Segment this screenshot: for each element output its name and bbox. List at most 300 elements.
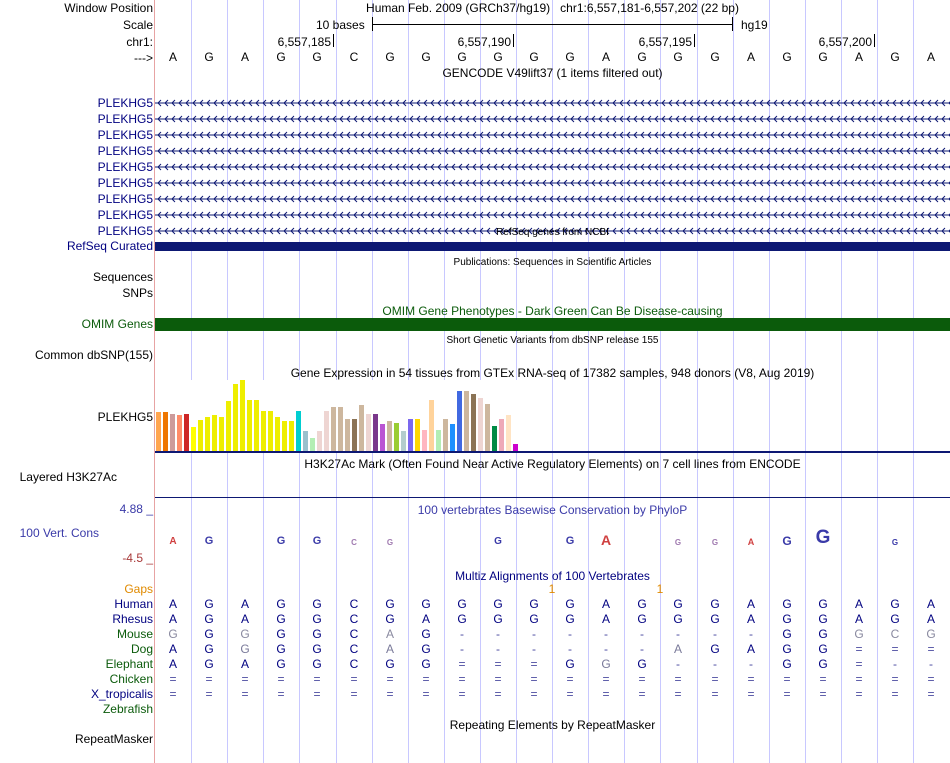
aligned-base: G — [710, 597, 720, 611]
gtex-tissue-bar[interactable] — [324, 411, 329, 451]
aligned-base: = — [277, 672, 285, 686]
aligned-base: = — [891, 687, 899, 701]
scale-text: 10 bases — [316, 18, 365, 32]
aligned-base: A — [240, 657, 249, 671]
aligned-base: G — [782, 627, 792, 641]
phylop-base-glyph[interactable]: A — [600, 532, 612, 548]
aligned-base: A — [601, 612, 610, 626]
aligned-base: = — [494, 687, 502, 701]
aligned-base: C — [349, 597, 359, 611]
position-header — [155, 1, 950, 15]
aligned-base: = — [674, 687, 682, 701]
dbsnp-title: Short Genetic Variants from dbSNP release 155 — [446, 335, 659, 346]
aligned-base: G — [890, 612, 900, 626]
species-label[interactable]: Zebrafish — [102, 702, 153, 716]
base-letter: G — [493, 50, 503, 64]
aligned-base: - — [460, 627, 464, 641]
aligned-base: G — [493, 612, 503, 626]
base-letter: A — [854, 50, 863, 64]
ruler-tick — [264, 34, 334, 48]
gtex-gene-label[interactable]: PLEKHG5 — [97, 410, 153, 424]
aligned-base: G — [385, 597, 395, 611]
aligned-base: = — [855, 657, 863, 671]
aligned-base: = — [530, 657, 538, 671]
aligned-base: A — [385, 642, 394, 656]
gtex-tissue-bar[interactable] — [387, 421, 392, 451]
aligned-base: G — [601, 657, 611, 671]
ruler-tick-label: 6,557,200 — [818, 35, 872, 49]
gtex-tissue-bar[interactable] — [485, 404, 490, 451]
aligned-base: A — [240, 612, 249, 626]
ruler-tick-mark — [513, 34, 514, 47]
aligned-base: = — [277, 687, 285, 701]
gtex-chart[interactable] — [155, 380, 535, 451]
aligned-base: G — [493, 597, 503, 611]
phylop-base-glyph[interactable]: G — [565, 535, 575, 547]
browser-track-image[interactable] — [155, 0, 950, 763]
phylop-title: 100 vertebrates Basewise Conservation by PhyloP — [417, 503, 688, 517]
omim-title: OMIM Gene Phenotypes - Dark Green Can Be Disease-causing — [382, 304, 723, 318]
transcript-line[interactable] — [155, 162, 950, 172]
aligned-base: G — [421, 642, 431, 656]
aligned-base: = — [458, 672, 466, 686]
aligned-base: = — [205, 672, 213, 686]
aligned-base: = — [566, 672, 574, 686]
aligned-base: = — [530, 687, 538, 701]
aligned-base: = — [674, 672, 682, 686]
refseq-gene-bar[interactable] — [155, 242, 950, 251]
base-letter: G — [565, 50, 575, 64]
gtex-tissue-bar[interactable] — [373, 414, 378, 451]
base-letter: G — [673, 50, 683, 64]
gap-count: 1 — [548, 582, 556, 596]
aligned-base: = — [313, 687, 321, 701]
gtex-tissue-bar[interactable] — [394, 423, 399, 451]
aligned-base: G — [204, 657, 214, 671]
phylop-base-glyph[interactable]: G — [276, 535, 286, 547]
phylop-base-glyph[interactable]: G — [386, 538, 394, 547]
aligned-base: G — [673, 597, 683, 611]
aligned-base: = — [530, 672, 538, 686]
aligned-base: - — [568, 627, 572, 641]
gtex-tissue-bar[interactable] — [233, 384, 238, 451]
omim-label[interactable]: OMIM Genes — [81, 317, 153, 331]
aligned-base: A — [601, 597, 610, 611]
aligned-base: G — [204, 642, 214, 656]
aligned-base: A — [168, 642, 177, 656]
gtex-tissue-bar[interactable] — [254, 400, 259, 451]
base-letter: A — [926, 50, 935, 64]
aligned-base: = — [638, 687, 646, 701]
species-label[interactable]: Dog — [130, 642, 153, 656]
ruler-tick-label: 6,557,190 — [457, 35, 511, 49]
transcript-line[interactable] — [155, 178, 950, 188]
phylop-base-glyph[interactable]: A — [169, 536, 177, 547]
refseq-label[interactable]: RefSeq Curated — [66, 239, 153, 253]
gtex-tissue-bar[interactable] — [184, 414, 189, 451]
phylop-base-glyph[interactable]: C — [351, 538, 357, 547]
aligned-base: = — [711, 672, 719, 686]
gtex-tissue-bar[interactable] — [268, 411, 273, 451]
aligned-base: - — [604, 642, 608, 656]
aligned-base: G — [204, 612, 214, 626]
gtex-tissue-bar[interactable] — [471, 394, 476, 451]
gtex-tissue-bar[interactable] — [513, 444, 518, 451]
omim-gene-bar[interactable] — [155, 318, 950, 331]
base-letter: C — [349, 50, 359, 64]
aligned-base: G — [204, 627, 214, 641]
phylop-base-glyph[interactable]: G — [674, 538, 682, 547]
gtex-title: Gene Expression in 54 tissues from GTEx RNA-seq of 17382 samples, 948 donors (V8, Aug 2019) — [290, 366, 815, 380]
aligned-base: = — [891, 642, 899, 656]
aligned-base: G — [276, 612, 286, 626]
aligned-base: = — [458, 657, 466, 671]
aligned-base: A — [746, 597, 755, 611]
aligned-base: C — [349, 657, 359, 671]
gene-label[interactable]: PLEKHG5 — [97, 192, 153, 206]
aligned-base: - — [640, 627, 644, 641]
transcript-line[interactable] — [155, 146, 950, 156]
gtex-tissue-bar[interactable] — [226, 401, 231, 451]
gtex-tissue-bar[interactable] — [282, 421, 287, 451]
gtex-tissue-bar[interactable] — [156, 412, 161, 451]
ruler-tick-label: 6,557,185 — [277, 35, 331, 49]
aligned-base: = — [747, 687, 755, 701]
gtex-tissue-bar[interactable] — [289, 421, 294, 451]
aligned-base: G — [529, 597, 539, 611]
phylop-track-label[interactable]: 100 Vert. Cons — [19, 526, 99, 540]
aligned-base: G — [385, 612, 395, 626]
gtex-tissue-bar[interactable] — [198, 420, 203, 451]
snps-label[interactable]: SNPs — [122, 286, 153, 300]
gtex-tissue-bar[interactable] — [408, 419, 413, 451]
gtex-tissue-bar[interactable] — [170, 414, 175, 451]
aligned-base: G — [529, 612, 539, 626]
aligned-base: G — [312, 627, 322, 641]
aligned-base: A — [854, 597, 863, 611]
aligned-base: G — [637, 597, 647, 611]
aligned-base: = — [855, 687, 863, 701]
aligned-base: = — [855, 642, 863, 656]
aligned-base: - — [496, 627, 500, 641]
aligned-base: A — [926, 597, 935, 611]
gene-label[interactable]: PLEKHG5 — [97, 96, 153, 110]
transcript-line[interactable] — [155, 130, 950, 140]
aligned-base: G — [710, 612, 720, 626]
gtex-tissue-bar[interactable] — [457, 391, 462, 451]
ruler-tick-label: 6,557,195 — [638, 35, 692, 49]
phylop-base-glyph[interactable]: A — [747, 537, 755, 547]
phylop-base-glyph[interactable]: G — [711, 538, 719, 547]
base-letter: G — [782, 50, 792, 64]
aligned-base: G — [312, 657, 322, 671]
aligned-base: G — [818, 627, 828, 641]
aligned-base: - — [532, 642, 536, 656]
base-letter: G — [890, 50, 900, 64]
phylop-base-glyph[interactable]: G — [815, 527, 831, 548]
aligned-base: - — [640, 642, 644, 656]
aligned-base: G — [890, 597, 900, 611]
gap-count: 1 — [656, 582, 664, 596]
aligned-base: G — [782, 597, 792, 611]
base-letter: A — [746, 50, 755, 64]
aligned-base: = — [386, 687, 394, 701]
gene-label[interactable]: PLEKHG5 — [97, 112, 153, 126]
gtex-tissue-bar[interactable] — [422, 430, 427, 451]
gtex-tissue-bar[interactable] — [345, 419, 350, 451]
base-letter: G — [637, 50, 647, 64]
aligned-base: - — [713, 627, 717, 641]
h3k27ac-title: H3K27Ac Mark (Often Found Near Active Regulatory Elements) on 7 cell lines from ENCODE — [304, 457, 801, 471]
aligned-base: A — [746, 612, 755, 626]
ruler-tick-mark — [694, 34, 695, 47]
base-letter: G — [385, 50, 395, 64]
gtex-tissue-bar[interactable] — [177, 415, 182, 451]
aligned-base: A — [926, 612, 935, 626]
gtex-tissue-bar[interactable] — [401, 431, 406, 451]
phylop-base-glyph[interactable]: G — [494, 536, 502, 547]
gtex-tissue-bar[interactable] — [212, 415, 217, 451]
phylop-base-glyph[interactable]: G — [204, 535, 214, 547]
repeatmasker-label[interactable]: RepeatMasker — [74, 732, 153, 746]
transcript-line[interactable] — [155, 210, 950, 220]
gtex-tissue-bar[interactable] — [261, 411, 266, 451]
aligned-base: - — [676, 627, 680, 641]
assembly-text: Human Feb. 2009 (GRCh37/hg19) — [366, 1, 551, 15]
base-letter: A — [601, 50, 610, 64]
gtex-tissue-bar[interactable] — [464, 391, 469, 451]
strand-label: ---> — [134, 51, 153, 65]
base-letter: G — [529, 50, 539, 64]
aligned-base: A — [746, 642, 755, 656]
base-letter: A — [168, 50, 177, 64]
gtex-tissue-bar[interactable] — [303, 431, 308, 451]
aligned-base: G — [565, 657, 575, 671]
gtex-tissue-bar[interactable] — [492, 426, 497, 451]
aligned-base: C — [349, 642, 359, 656]
aligned-base: G — [637, 657, 647, 671]
aligned-base: - — [929, 657, 933, 671]
gtex-tissue-bar[interactable] — [366, 414, 371, 451]
aligned-base: G — [204, 597, 214, 611]
gtex-tissue-bar[interactable] — [240, 380, 245, 451]
multiz-title: Multiz Alignments of 100 Vertebrates — [455, 569, 650, 583]
aligned-base: = — [927, 687, 935, 701]
gtex-tissue-bar[interactable] — [163, 412, 168, 451]
aligned-base: C — [890, 627, 900, 641]
aligned-base: G — [565, 597, 575, 611]
aligned-base: = — [783, 672, 791, 686]
aligned-base: G — [276, 657, 286, 671]
aligned-base: G — [240, 642, 250, 656]
position-text: chr1:6,557,181-6,557,202 (22 bp) — [560, 1, 739, 15]
aligned-base: = — [638, 672, 646, 686]
aligned-base: G — [312, 597, 322, 611]
gtex-tissue-bar[interactable] — [205, 417, 210, 451]
gtex-tissue-bar[interactable] — [219, 417, 224, 451]
aligned-base: = — [494, 672, 502, 686]
aligned-base: = — [711, 687, 719, 701]
gtex-tissue-bar[interactable] — [317, 431, 322, 451]
aligned-base: G — [421, 597, 431, 611]
species-label[interactable]: Chicken — [109, 672, 153, 686]
aligned-base: = — [386, 672, 394, 686]
aligned-base: G — [710, 642, 720, 656]
gtex-tissue-bar[interactable] — [443, 419, 448, 451]
base-letter: G — [421, 50, 431, 64]
gencode-title: GENCODE V49lift37 (1 items filtered out) — [442, 66, 663, 80]
aligned-base: G — [782, 612, 792, 626]
transcript-line[interactable] — [155, 98, 950, 108]
gene-label[interactable]: PLEKHG5 — [97, 144, 153, 158]
aligned-base: A — [421, 612, 430, 626]
ruler-tick — [625, 34, 695, 48]
transcript-line[interactable] — [155, 114, 950, 124]
phylop-base-glyph[interactable]: G — [891, 538, 899, 547]
aligned-base: G — [312, 642, 322, 656]
gtex-tissue-bar[interactable] — [380, 424, 385, 451]
gtex-gene-line — [155, 451, 950, 453]
gene-label[interactable]: PLEKHG5 — [97, 224, 153, 238]
ruler-tick — [444, 34, 514, 48]
base-letter: G — [710, 50, 720, 64]
aligned-base: = — [602, 687, 610, 701]
aligned-base: = — [891, 672, 899, 686]
base-letter: G — [312, 50, 322, 64]
gaps-label: Gaps — [124, 582, 153, 596]
species-label[interactable]: Mouse — [116, 627, 153, 641]
gtex-tissue-bar[interactable] — [275, 417, 280, 451]
aligned-base: G — [782, 642, 792, 656]
aligned-base: G — [421, 627, 431, 641]
aligned-base: = — [819, 672, 827, 686]
aligned-base: = — [783, 687, 791, 701]
phylop-base-glyph[interactable]: G — [782, 534, 792, 548]
gene-label[interactable]: PLEKHG5 — [97, 208, 153, 222]
gtex-tissue-bar[interactable] — [429, 400, 434, 451]
aligned-base: G — [637, 612, 647, 626]
aligned-base: G — [385, 657, 395, 671]
aligned-base: - — [568, 642, 572, 656]
ruler-tick-mark — [874, 34, 875, 47]
aligned-base: G — [421, 657, 431, 671]
ruler-tick — [805, 34, 875, 48]
gtex-tissue-bar[interactable] — [499, 419, 504, 451]
phylop-base-glyph[interactable]: G — [312, 535, 322, 547]
scale-label: Scale — [122, 18, 153, 32]
window-position-label: Window Position — [64, 1, 153, 15]
phylop-min-label: -4.5 _ — [122, 551, 153, 565]
aligned-base: A — [240, 597, 249, 611]
species-label[interactable]: Elephant — [105, 657, 153, 671]
aligned-base: = — [458, 687, 466, 701]
aligned-base: G — [673, 612, 683, 626]
aligned-base: G — [312, 612, 322, 626]
aligned-base: = — [927, 642, 935, 656]
h3k27ac-label[interactable]: Layered H3K27Ac — [19, 470, 117, 484]
pubs-title: Publications: Sequences in Scientific Articles — [453, 257, 652, 268]
species-label[interactable]: X_tropicalis — [90, 687, 153, 701]
gtex-tissue-bar[interactable] — [331, 407, 336, 451]
aligned-base: G — [457, 597, 467, 611]
aligned-base: G — [457, 612, 467, 626]
sequences-label[interactable]: Sequences — [92, 270, 153, 284]
aligned-base: G — [818, 657, 828, 671]
gtex-tissue-bar[interactable] — [415, 419, 420, 451]
ruler-tick-mark — [333, 34, 334, 47]
aligned-base: = — [747, 672, 755, 686]
gtex-tissue-bar[interactable] — [338, 407, 343, 451]
aligned-base: = — [350, 687, 358, 701]
aligned-base: A — [854, 612, 863, 626]
base-letter: G — [818, 50, 828, 64]
aligned-base: = — [241, 672, 249, 686]
transcript-line[interactable] — [155, 194, 950, 204]
gtex-tissue-bar[interactable] — [191, 427, 196, 451]
aligned-base: - — [893, 657, 897, 671]
aligned-base: = — [855, 672, 863, 686]
aligned-base: C — [349, 612, 359, 626]
base-letter: G — [204, 50, 214, 64]
species-label[interactable]: Rhesus — [112, 612, 153, 626]
aligned-base: G — [565, 612, 575, 626]
track-labels — [0, 0, 153, 763]
aligned-base: G — [168, 627, 178, 641]
gtex-tissue-bar[interactable] — [310, 438, 315, 451]
gtex-tissue-bar[interactable] — [506, 415, 511, 451]
gene-label[interactable]: PLEKHG5 — [97, 160, 153, 174]
species-label[interactable]: Human — [114, 597, 153, 611]
dbsnp-label[interactable]: Common dbSNP(155) — [34, 348, 153, 362]
gene-label[interactable]: PLEKHG5 — [97, 176, 153, 190]
base-letter: G — [457, 50, 467, 64]
aligned-base: G — [276, 627, 286, 641]
gtex-tissue-bar[interactable] — [352, 419, 357, 451]
h3k27ac-signal-line — [155, 497, 950, 498]
aligned-base: G — [276, 597, 286, 611]
aligned-base: G — [276, 642, 286, 656]
aligned-base: G — [926, 627, 936, 641]
aligned-base: A — [168, 657, 177, 671]
aligned-base: = — [602, 672, 610, 686]
aligned-base: - — [496, 642, 500, 656]
base-letter: A — [240, 50, 249, 64]
aligned-base: = — [494, 657, 502, 671]
aligned-base: C — [349, 627, 359, 641]
gtex-tissue-bar[interactable] — [478, 398, 483, 451]
aligned-base: - — [604, 627, 608, 641]
aligned-base: - — [460, 642, 464, 656]
aligned-base: G — [818, 597, 828, 611]
gtex-tissue-bar[interactable] — [247, 400, 252, 451]
aligned-base: = — [241, 687, 249, 701]
aligned-base: = — [422, 672, 430, 686]
aligned-base: A — [673, 642, 682, 656]
phylop-max-label: 4.88 _ — [119, 502, 153, 516]
scale-bar — [372, 17, 733, 31]
gtex-tissue-bar[interactable] — [450, 424, 455, 451]
gtex-tissue-bar[interactable] — [296, 411, 301, 451]
aligned-base: = — [313, 672, 321, 686]
gene-label[interactable]: PLEKHG5 — [97, 128, 153, 142]
aligned-base: A — [385, 627, 394, 641]
gtex-tissue-bar[interactable] — [359, 405, 364, 451]
gtex-tissue-bar[interactable] — [436, 430, 441, 451]
aligned-base: G — [818, 612, 828, 626]
aligned-base: - — [749, 627, 753, 641]
repeat-title: Repeating Elements by RepeatMasker — [449, 718, 656, 732]
aligned-base: = — [350, 672, 358, 686]
